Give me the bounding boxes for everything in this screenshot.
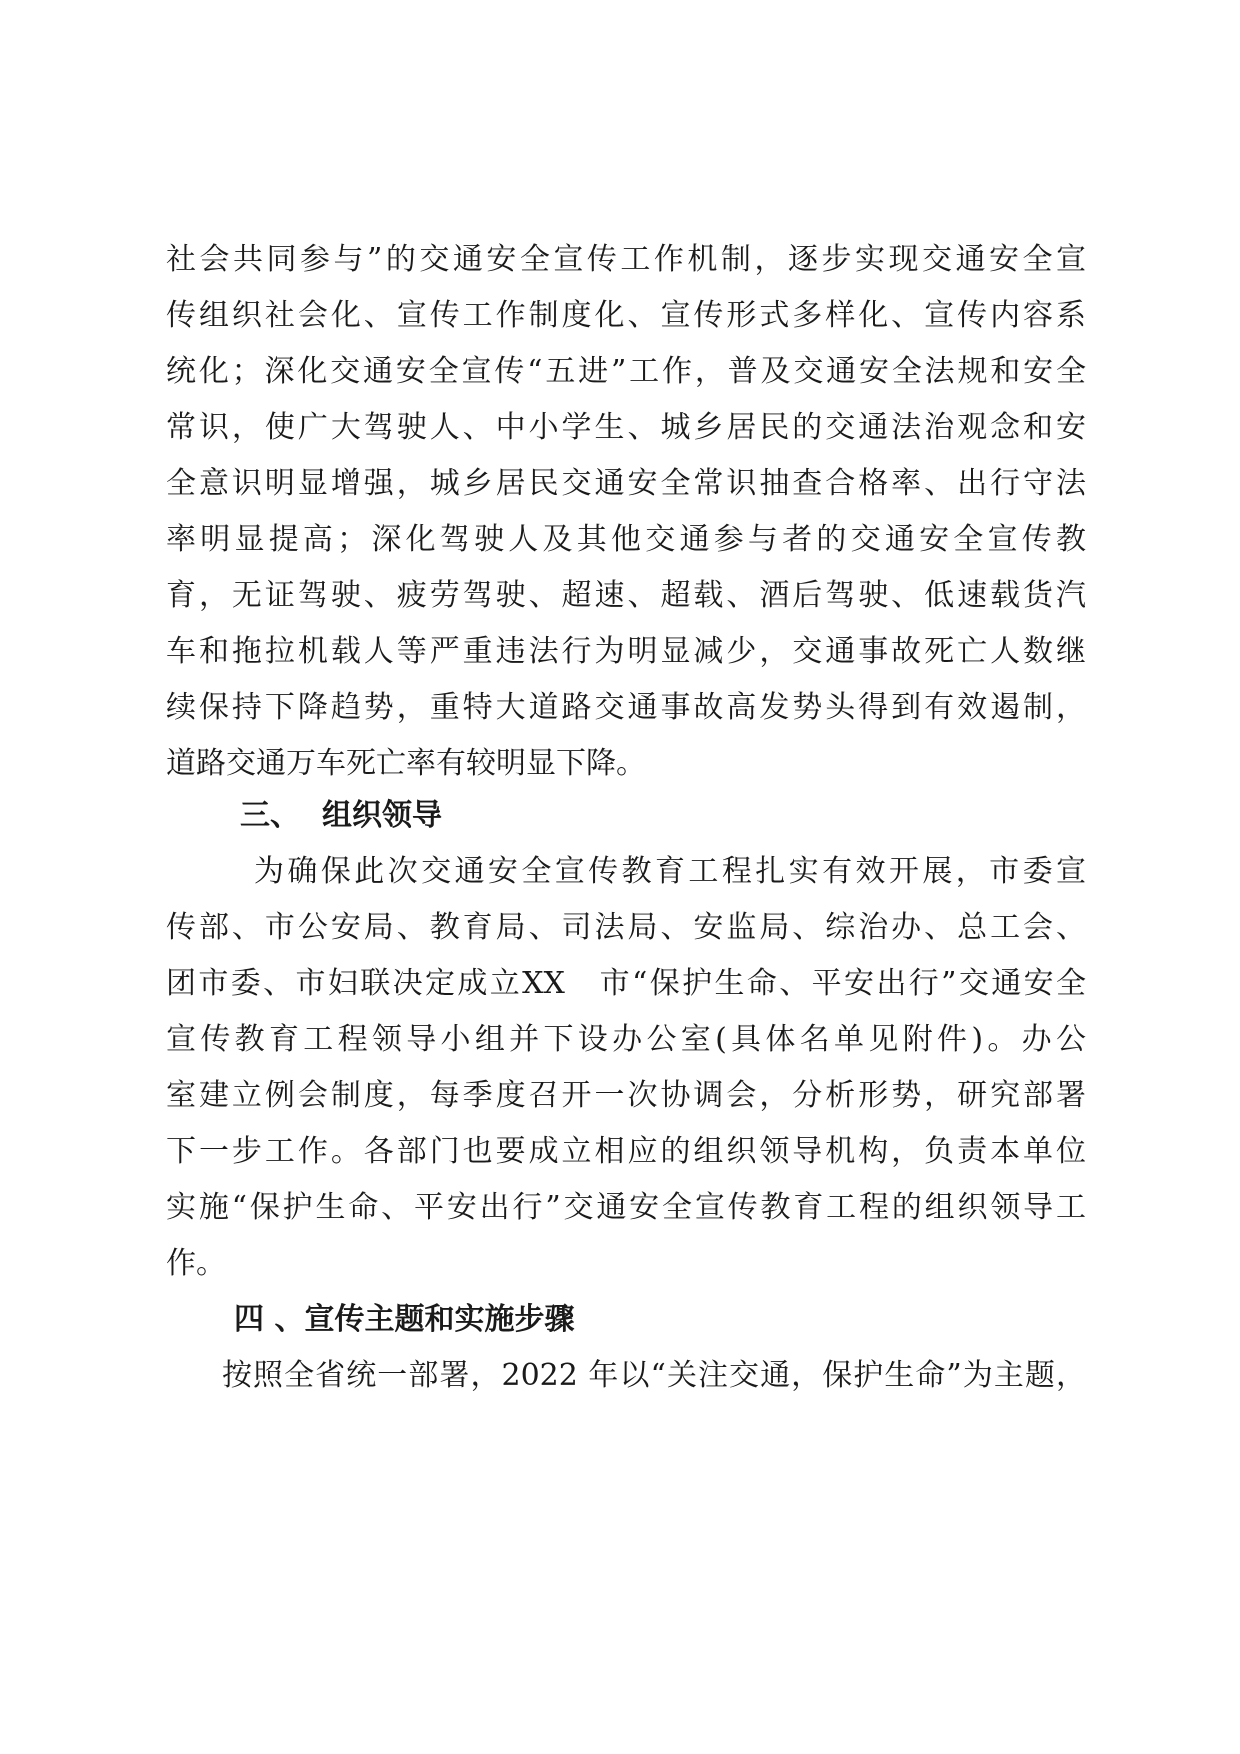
section-3-line: 作。 bbox=[166, 1246, 226, 1281]
section-3-line: 室建立例会制度，每季度召开一次协调会，分析形势，研究部署 bbox=[166, 1078, 1086, 1113]
section-3-line: 为确保此次交通安全宣传教育工程扎实有效开展，市委宣 bbox=[254, 854, 1086, 889]
section-3-title: 组织领导 bbox=[322, 798, 442, 833]
section-3-number: 三、 bbox=[240, 798, 300, 833]
section-3-line: 传部、市公安局、教育局、司法局、安监局、综治办、总工会、 bbox=[166, 910, 1086, 945]
section-3-line: 宣传教育工程领导小组并下设办公室(具体名单见附件)。办公 bbox=[166, 1022, 1086, 1057]
paragraph-1-line: 统化；深化交通安全宣传“五进”工作，普及交通安全法规和安全 bbox=[166, 354, 1086, 389]
paragraph-1-line: 社会共同参与”的交通安全宣传工作机制，逐步实现交通安全宣 bbox=[166, 242, 1086, 277]
paragraph-1-line: 车和拖拉机载人等严重违法行为明显减少，交通事故死亡人数继 bbox=[166, 634, 1086, 669]
paragraph-1-line: 传组织社会化、宣传工作制度化、宣传形式多样化、宣传内容系 bbox=[166, 298, 1086, 333]
section-3-line: 团市委、市妇联决定成立XX 市“保护生命、平安出行”交通安全 bbox=[166, 966, 1086, 1001]
section-4-line: 按照全省统一部署，2022 年以“关注交通，保护生命”为主题， bbox=[222, 1358, 1086, 1393]
paragraph-1-line: 续保持下降趋势，重特大道路交通事故高发势头得到有效遏制， bbox=[166, 690, 1086, 725]
paragraph-1-line: 道路交通万车死亡率有较明显下降。 bbox=[166, 746, 646, 781]
paragraph-1-line: 率明显提高；深化驾驶人及其他交通参与者的交通安全宣传教 bbox=[166, 522, 1086, 557]
section-3-line: 下一步工作。各部门也要成立相应的组织领导机构，负责本单位 bbox=[166, 1134, 1086, 1169]
paragraph-1-line: 育，无证驾驶、疲劳驾驶、超速、超载、酒后驾驶、低速载货汽 bbox=[166, 578, 1086, 613]
paragraph-1-line: 全意识明显增强，城乡居民交通安全常识抽查合格率、出行守法 bbox=[166, 466, 1086, 501]
section-3-line: 实施“保护生命、平安出行”交通安全宣传教育工程的组织领导工 bbox=[166, 1190, 1086, 1225]
paragraph-1-line: 常识，使广大驾驶人、中小学生、城乡居民的交通法治观念和安 bbox=[166, 410, 1086, 445]
section-4-heading: 四 、宣传主题和实施步骤 bbox=[234, 1302, 575, 1337]
